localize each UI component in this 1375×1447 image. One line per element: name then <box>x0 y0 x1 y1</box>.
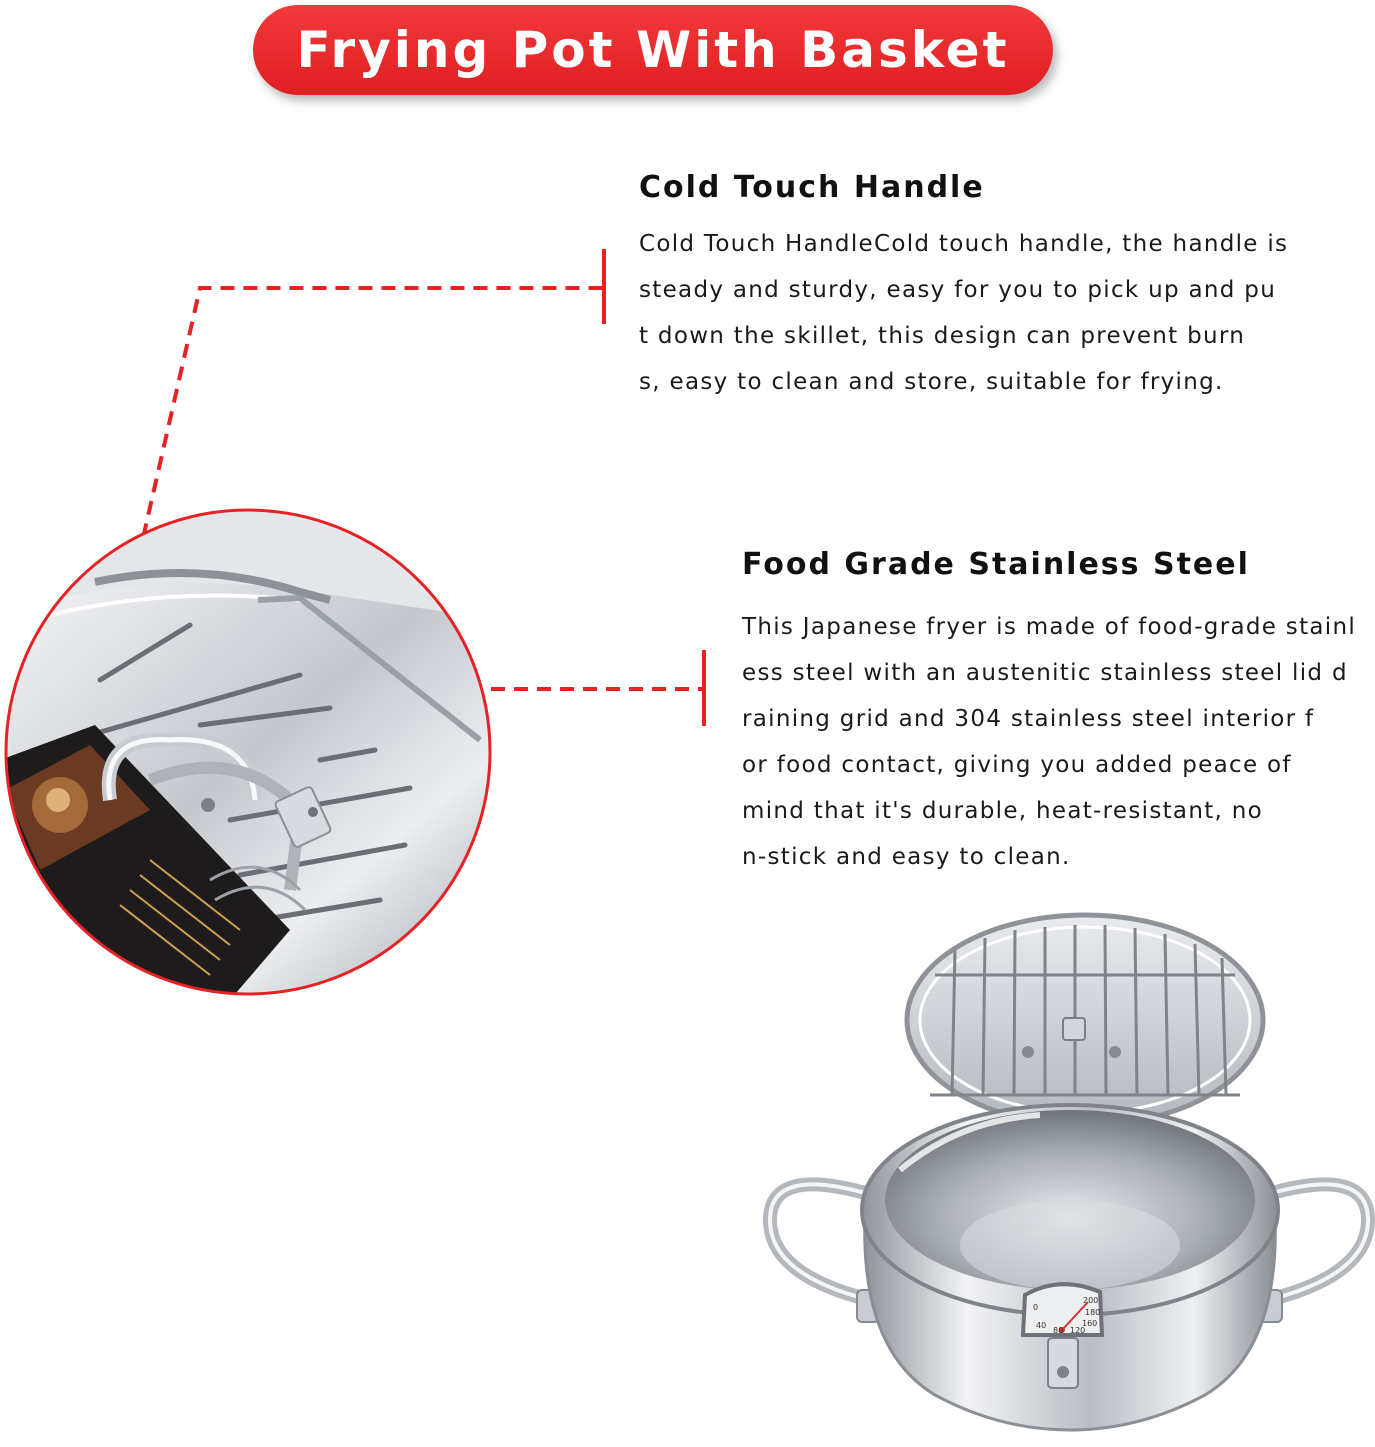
thermometer-tick: 120 <box>1070 1326 1086 1335</box>
description-line: ess steel with an austenitic stainless steel lid d <box>742 660 1348 686</box>
thermometer-tick: 160 <box>1082 1319 1098 1328</box>
thermometer-tick: 40 <box>1036 1321 1047 1330</box>
feature-heading-food-grade-steel: Food Grade Stainless Steel <box>742 547 1250 582</box>
description-line: This Japanese fryer is made of food-grade stainl <box>742 614 1357 640</box>
description-line: or food contact, giving you added peace of <box>742 752 1292 778</box>
description-line: mind that it's durable, heat-resistant, no <box>742 798 1263 824</box>
description-line: steady and sturdy, easy for you to pick up and pu <box>639 277 1277 303</box>
zoom-detail-circle <box>0 500 500 1000</box>
thermometer-tick: 200 <box>1083 1296 1099 1305</box>
thermometer-tick: 80 <box>1053 1326 1064 1335</box>
feature-heading-cold-touch-handle: Cold Touch Handle <box>639 170 985 205</box>
description-line: raining grid and 304 stainless steel interior f <box>742 706 1315 732</box>
banner-title: Frying Pot With Basket <box>296 21 1010 79</box>
description-line: Cold Touch HandleCold touch handle, the handle is <box>639 231 1289 257</box>
thermometer-tick: 0 <box>1033 1303 1039 1312</box>
thermometer-tick: 180 <box>1085 1308 1101 1317</box>
frying-pot-illustration <box>770 915 1368 1430</box>
thermometer-gauge <box>1023 1284 1102 1335</box>
description-line: s, easy to clean and store, suitable for frying. <box>639 369 1224 395</box>
description-line: n-stick and easy to clean. <box>742 844 1071 870</box>
description-line: t down the skillet, this design can prevent burn <box>639 323 1246 349</box>
